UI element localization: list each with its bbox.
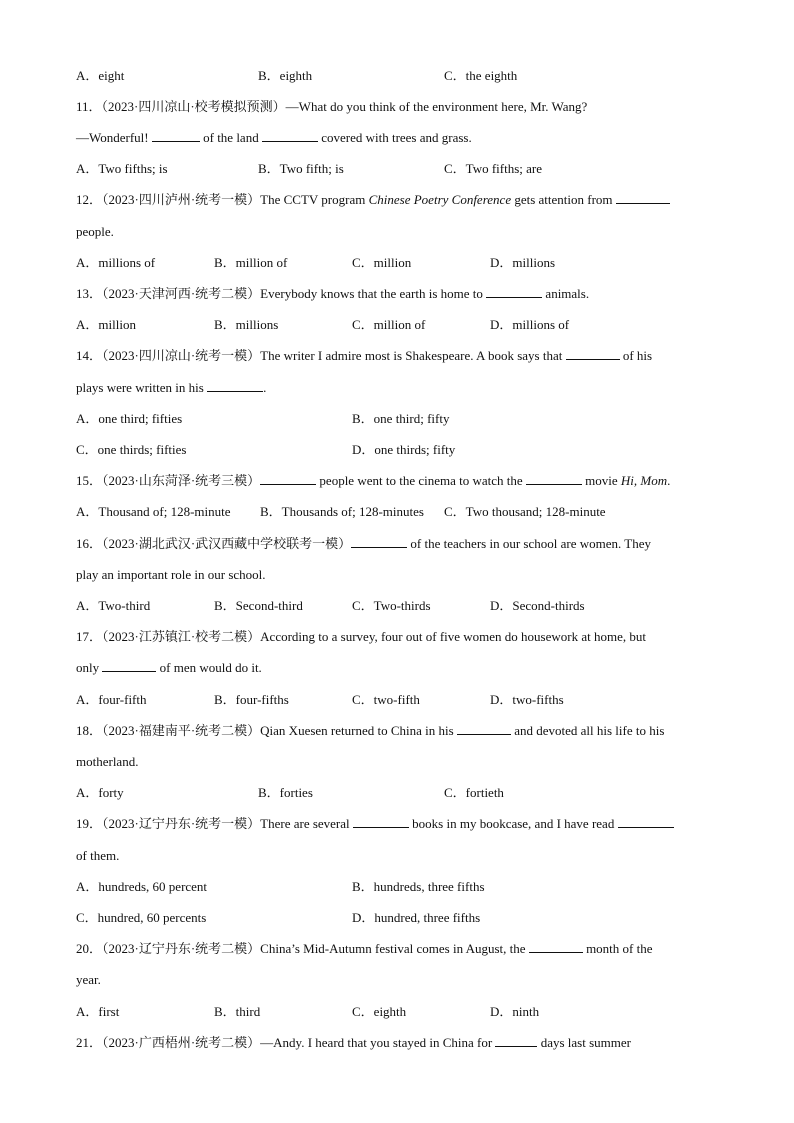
- q21-stem-text: days last summer: [540, 1035, 631, 1050]
- q14-stem-text: of his: [622, 348, 653, 363]
- answer-blank[interactable]: [262, 130, 318, 142]
- q15-stem-text: movie: [585, 473, 618, 488]
- q13-option-d: D．millions of: [490, 317, 570, 332]
- answer-blank[interactable]: [260, 473, 316, 485]
- q19-option-b: B．hundreds, three fifths: [352, 879, 485, 894]
- q17-option-d: D．two-fifths: [490, 692, 564, 707]
- q13-stem: [76, 286, 724, 302]
- q20-stem-line2: year.: [76, 972, 101, 987]
- q19-option-a: A．hundreds, 60 percent: [76, 879, 208, 894]
- q16-option-b: B．Second-third: [214, 598, 303, 613]
- q16-stem-text: of the teachers in our school are women. They: [410, 536, 651, 551]
- answer-blank[interactable]: [351, 536, 407, 548]
- q17-option-c: C．two-fifth: [352, 692, 420, 707]
- q14-option-b: B．one third; fifty: [352, 411, 450, 426]
- q18-option-b: B．forties: [258, 785, 313, 800]
- q18-stem-text: and devoted all his life to his: [514, 723, 665, 738]
- q13-option-b: B．millions: [214, 317, 279, 332]
- q13-stem-text: animals.: [545, 286, 590, 301]
- q15-stem-text: people went to the cinema to watch the: [319, 473, 523, 488]
- q16-option-a: A．Two-third: [76, 598, 151, 613]
- answer-blank[interactable]: [526, 473, 582, 485]
- q20-stem-line1: [76, 941, 724, 957]
- q12-option-d: D．millions: [490, 255, 556, 270]
- q13-stem-text: 13．（2023·天津河西·统考二模）Everybody knows that the earth is home to: [76, 286, 483, 301]
- q12-stem-text: gets attention from: [514, 192, 613, 207]
- q12-option-c: C．million: [352, 255, 412, 270]
- answer-blank[interactable]: [618, 816, 674, 828]
- q15-stem-text: .: [667, 473, 671, 488]
- q14-option-d: D．one thirds; fifty: [352, 442, 456, 457]
- q16-stem-line2: play an important role in our school.: [76, 567, 266, 582]
- q15-movie-title: Hi, Mom: [620, 473, 668, 488]
- q12-program-title: Chinese Poetry Conference: [368, 192, 512, 207]
- q14-stem-line2: [76, 380, 724, 396]
- answer-blank[interactable]: [353, 816, 409, 828]
- q20-stem-text: 20．（2023·辽宁丹东·统考二模）China’s Mid-Autumn festival comes in August, the: [76, 941, 526, 956]
- answer-blank[interactable]: [207, 380, 263, 392]
- answer-blank[interactable]: [486, 286, 542, 298]
- q21-stem: [76, 1035, 724, 1051]
- q13-option-c: C．million of: [352, 317, 426, 332]
- q19-stem-text: 19．（2023·辽宁丹东·统考一模）There are several: [76, 816, 350, 831]
- q11-option-b: B．Two fifth; is: [258, 161, 344, 176]
- q11-stem-line1: 11．（2023·四川凉山·校考模拟预测）—What do you think of the environment here, Mr. Wang?: [76, 99, 588, 114]
- q18-stem-text: 18．（2023·福建南平·统考二模）Qian Xuesen returned to China in his: [76, 723, 454, 738]
- q20-option-a: A．first: [76, 1004, 120, 1019]
- q11-option-c: C．Two fifths; are: [444, 161, 543, 176]
- q11-option-a: A．Two fifths; is: [76, 161, 168, 176]
- q21-stem-text: 21．（2023·广西梧州·统考二模）—Andy. I heard that you stayed in China for: [76, 1035, 493, 1050]
- q14-stem-text: plays were written in his: [76, 380, 204, 395]
- q15-option-b: B．Thousands of; 128-minutes: [260, 504, 424, 519]
- q10-option-a: A．eight: [76, 68, 125, 83]
- q17-stem-text: only: [76, 660, 100, 675]
- q14-option-a: A．one third; fifties: [76, 411, 183, 426]
- answer-blank[interactable]: [457, 723, 511, 735]
- q19-stem-line2: of them.: [76, 848, 120, 863]
- q19-option-c: C．hundred, 60 percents: [76, 910, 207, 925]
- q15-option-a: A．Thousand of; 128-minute: [76, 504, 231, 519]
- q20-option-d: D．ninth: [490, 1004, 540, 1019]
- q15-stem: [76, 473, 724, 489]
- q10-option-c: C．the eighth: [444, 68, 518, 83]
- q16-option-d: D．Second-thirds: [490, 598, 585, 613]
- q19-stem-text: books in my bookcase, and I have read: [412, 816, 615, 831]
- q15-stem-text: 15．（2023·山东菏泽·统考三模）: [76, 473, 261, 488]
- q17-stem-line1: 17．（2023·江苏镇江·校考二模）According to a survey, four out of five women do housework at home, but: [76, 629, 646, 644]
- q17-option-a: A．four-fifth: [76, 692, 147, 707]
- q12-stem-line1: [76, 192, 724, 208]
- q17-stem-line2: [76, 660, 724, 676]
- q12-stem-text: 12．（2023·四川泸州·统考一模）The CCTV program: [76, 192, 366, 207]
- q11-stem-text: —Wonderful!: [76, 130, 149, 145]
- q16-stem-line1: [76, 536, 724, 552]
- q18-stem-line1: [76, 723, 724, 739]
- q16-option-c: C．Two-thirds: [352, 598, 431, 613]
- q18-option-a: A．forty: [76, 785, 124, 800]
- q20-option-b: B．third: [214, 1004, 261, 1019]
- q11-stem-line2: [76, 130, 724, 146]
- q11-stem-text: covered with trees and grass.: [321, 130, 472, 145]
- q14-stem-line1: [76, 348, 724, 364]
- q14-stem-text: .: [263, 380, 267, 395]
- q20-stem-text: month of the: [586, 941, 653, 956]
- q10-option-b: B．eighth: [258, 68, 313, 83]
- q14-option-c: C．one thirds; fifties: [76, 442, 187, 457]
- q18-option-c: C．fortieth: [444, 785, 504, 800]
- q19-stem-line1: [76, 816, 724, 832]
- q14-stem-text: 14．（2023·四川凉山·统考一模）The writer I admire most is Shakespeare. A book says that: [76, 348, 563, 363]
- q15-option-c: C．Two thousand; 128-minute: [444, 504, 606, 519]
- q12-option-b: B．million of: [214, 255, 288, 270]
- q19-option-d: D．hundred, three fifths: [352, 910, 481, 925]
- q12-option-a: A．millions of: [76, 255, 156, 270]
- answer-blank[interactable]: [495, 1035, 537, 1047]
- q17-option-b: B．four-fifths: [214, 692, 289, 707]
- q16-stem-text: 16．（2023·湖北武汉·武汉西藏中学校联考一模）: [76, 536, 352, 551]
- answer-blank[interactable]: [529, 941, 583, 953]
- q18-stem-line2: motherland.: [76, 754, 139, 769]
- q13-option-a: A．million: [76, 317, 136, 332]
- q11-stem-text: of the land: [203, 130, 259, 145]
- answer-blank[interactable]: [152, 130, 200, 142]
- q20-option-c: C．eighth: [352, 1004, 407, 1019]
- answer-blank[interactable]: [616, 192, 670, 204]
- answer-blank[interactable]: [102, 660, 156, 672]
- q17-stem-text: of men would do it.: [159, 660, 262, 675]
- answer-blank[interactable]: [566, 348, 620, 360]
- q12-stem-line2: people.: [76, 224, 114, 239]
